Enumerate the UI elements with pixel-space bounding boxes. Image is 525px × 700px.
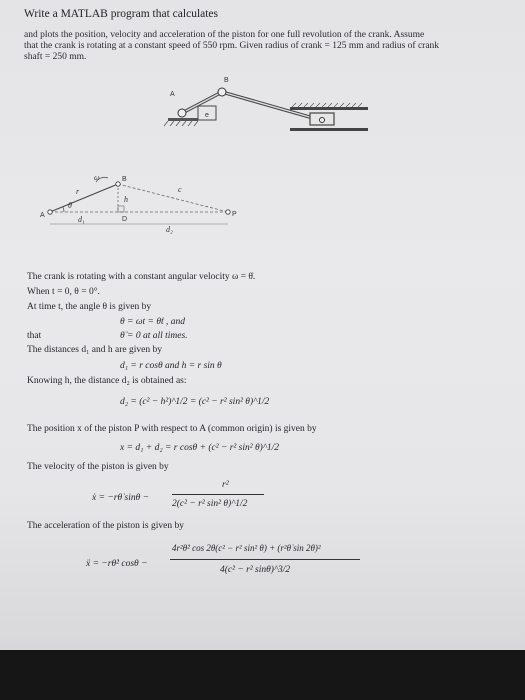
acceleration-numerator: 4r²θ̇² cos 2θ(c² − r² sin² θ) + (r²θ̇ sin 2θ)² [172,543,321,553]
d2-equation: d₂ = (c² − h²)^1/2 = (c² − r² sin² θ)^1/2 [120,397,270,407]
problem-statement [24,30,439,64]
fig1-label-b: B [224,77,229,84]
acceleration-fraction-bar [170,559,360,560]
dark-border [0,650,525,700]
fig2-label-p: P [232,211,237,218]
velocity-equation-lhs: ẋ = −rθ̇ sinθ − [92,493,150,503]
fig2-label-h: h [124,195,128,204]
problem-title: Write a MATLAB program that calculates [24,8,219,20]
fig2-label-r: r [76,187,80,196]
ground-left [168,118,198,121]
fig2-label-d1: d₁ [78,215,85,224]
initial-condition-text: When t = 0, θ = 0°. [27,287,100,297]
slider-guide-top [290,107,368,110]
acceleration-intro-text: The acceleration of the piston is given by [27,521,184,531]
fig2-label-d2: d₂ [166,225,173,234]
crank-line-r [50,184,118,212]
statement-line-1: and plots the position, velocity and acceleration of the piston for one full revolution of the crank. Assume [24,30,425,40]
crank-slider-figure [150,70,380,140]
slider-guide-bottom [290,128,368,131]
fig2-label-theta: θ [68,201,72,210]
distances-intro-text: The distances d₁ and h are given by [27,345,162,355]
fig2-label-b: B [122,176,127,183]
position-intro-text: The position x of the piston P with respect to A (common origin) is given by [27,424,317,434]
statement-line-2: that the crank is rotating at a constant speed of 550 rpm. Given radius of crank = 125 mm and radius of crank [24,41,440,52]
acceleration-equation-lhs: ẍ = −rθ̇² cosθ − [86,559,148,569]
angle-intro-text: At time t, the angle θ is given by [27,302,152,312]
pivot-a [178,109,186,117]
position-equation: x = d₁ + d₂ = r cosθ + (c² − r² sin² θ)^1/2 [120,443,279,453]
fig2-label-a: A [40,212,45,219]
velocity-intro-text: The velocity of the piston is given by [27,462,169,472]
geometry-diagram [38,170,248,235]
fig2-label-c: c [178,185,182,194]
rod-line-c [118,184,228,212]
angle-equation: θ = ωt = θ̇t , and [120,317,186,327]
that-label: that [27,331,42,341]
velocity-numerator: r² [222,480,229,490]
statement-line-3: shaft = 250 mm. [24,52,87,63]
d2-intro-text: Knowing h, the distance d₂ is obtained as: [27,376,187,386]
fig1-label-e: e [205,112,209,119]
pivot-b [218,88,226,96]
velocity-denominator: 2(c² − r² sin² θ)^1/2 [172,499,248,509]
angular-velocity-text: The crank is rotating with a constant angular velocity ω = θ̇. [27,272,256,282]
distances-equation: d₁ = r cosθ and h = r sin θ [120,361,222,371]
fig2-label-omega: ω [94,173,100,182]
angular-accel-equation: θ̈ = 0 at all times. [120,331,188,341]
fig2-label-d: D [122,216,128,223]
velocity-fraction-bar [172,494,264,495]
fig1-label-a: A [170,91,175,98]
acceleration-denominator: 4(c² − r² sinθ)^3/2 [220,565,291,575]
